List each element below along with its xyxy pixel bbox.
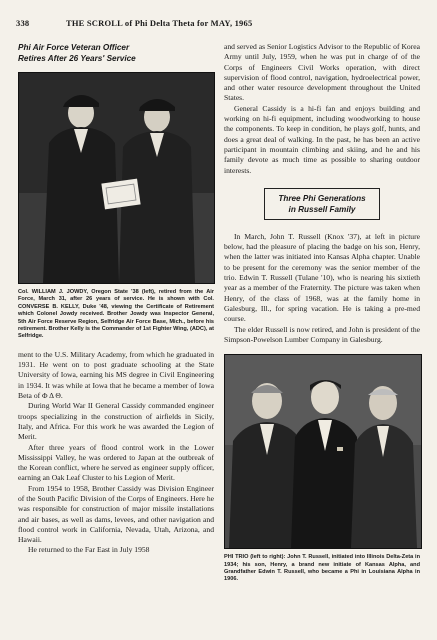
left-body-text xyxy=(18,350,214,556)
russell-family-photo xyxy=(224,354,422,549)
left-column xyxy=(18,42,214,556)
boxed-headline xyxy=(264,188,380,220)
box-headline-line-2: in Russell Family xyxy=(288,204,356,214)
right-column xyxy=(224,42,420,593)
retirement-photo xyxy=(18,72,215,284)
paragraph: and served as Senior Logistics Advisor to the Republic of Korea Army until July, 1959, when he was put in charge of of the Corps of Engineers Civil Works operation, with direct supervision of flood control, navigation, hydroelectrical power, and other water resource development throughout the United States. xyxy=(224,42,420,103)
paragraph: He returned to the Far East in July 1958 xyxy=(28,545,150,555)
page-number: 338 xyxy=(16,18,30,28)
right-body-text-bottom xyxy=(224,232,420,345)
paragraph: After three years of flood control work in the Lower Mississippi Valley, he was ordered to Japan at the outbreak of the Korean conflict, where he served as engineer supply officer, earning an Oak Leaf Cluster to his Legion of Merit. xyxy=(18,442,214,483)
running-header xyxy=(16,18,421,32)
article-headline xyxy=(18,42,214,64)
headline-line-2: Retires After 26 Years' Service xyxy=(18,54,136,63)
russell-photo-caption: PHI TRIO (left to right): John T. Russell, initiated into Illinois Delta-Zeta in 1934; his son, Henry, a brand new initiate of Kansas Alpha, and Grandfather Edwin T. Russell, who became a Phi in Louisiana Alpha in 1906. xyxy=(224,554,420,583)
paragraph: In March, John T. Russell (Knox '37), at left in picture below, had the pleasure of placing the badge on his son, Henry, when the latter was initiated into Kansas Alpha chapter. Unable to be present for the ceremony was the senior member of the trio. Edwin T. Russell (Tulane '10), who is nearing his sixtieth year as a member of the Fraternity. The picture was taken when Henry, of the class of 1968, was at the family home in Galesburg, Ill., for spring vacation. He is taking a pre-med course. xyxy=(224,231,420,324)
paragraph: During World War II General Cassidy commanded engineer troops specializing in the construction of airfields in Sicily, Italy, and Africa. For this work he was awarded the Legion of Merit. xyxy=(18,401,214,442)
retirement-photo-figure xyxy=(19,73,214,283)
paragraph: General Cassidy is a hi-fi fan and enjoys building and working on hi-fi equipment, including woodworking to house the components. To keep in condition, he plays golf, hunts, and does a great deal of walking. In the past, he has been an active participant in mountain climbing and skiing, and he and his family devote as much time as possible to sharing outdoor interests. xyxy=(224,103,420,175)
paragraph: ment to the U.S. Military Academy, from which he graduated in 1931. He went on to post graduate schooling at the State University of Iowa, earning his MS degree in Civil Engineering in 1934. It was while at Iowa that he became a member of Iowa Beta of Φ Δ Θ. xyxy=(18,349,214,401)
right-body-text-top xyxy=(224,42,420,176)
paragraph: The elder Russell is now retired, and John is president of the Simpson-Powelson Lumber Company in Galesburg. xyxy=(224,324,420,344)
box-headline-line-1: Three Phi Generations xyxy=(278,193,366,203)
running-title: THE SCROLL of Phi Delta Theta for MAY, 1965 xyxy=(66,18,253,28)
retirement-photo-caption: Col. WILLIAM J. JOWDY, Oregon State '38 (left), retired from the Air Force, March 31, after 26 years of service. He is shown with Col. CONVERSE B. KELLY, Duke '48, viewing the Certificate of Retirement which Colonel Jowdy received. Brother Jowdy was Inspector General, 5th Air Force Reserve Region, Selfridge Air Force Base, Mich., before his retirement. Brother Kelly is the Commander of 1st Fighter Wing, (ADC), at Selfridge. xyxy=(18,289,214,340)
russell-family-photo-figure xyxy=(225,355,421,548)
paragraph: From 1954 to 1958, Brother Cassidy was Division Engineer of the South Pacific Division of the Corps of Engineers. Here he was responsible for construction of major missile installations and air bases, as well as dams, levees, and other navigation and flood control work in California, Nevada, Utah, Arizona, and Hawaii. xyxy=(18,483,214,545)
headline-line-1: Phi Air Force Veteran Officer xyxy=(18,43,130,52)
